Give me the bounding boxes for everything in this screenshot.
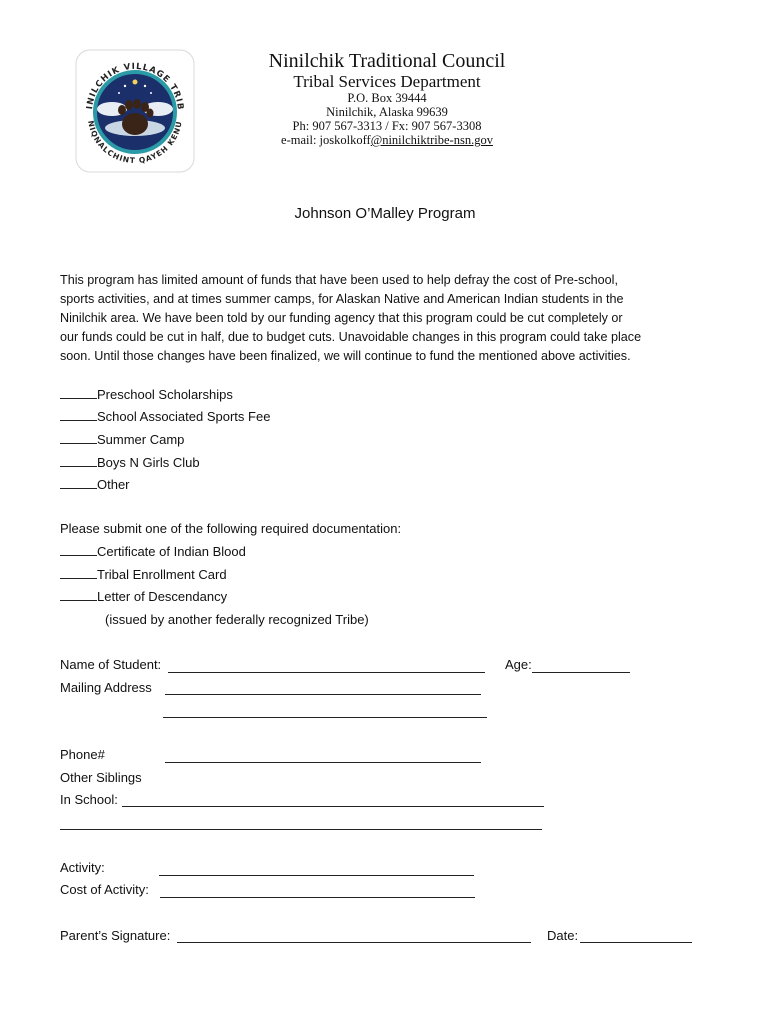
- signature-field[interactable]: [177, 942, 531, 943]
- activity-option-preschool: Preschool Scholarships: [60, 387, 233, 402]
- check-blank[interactable]: [60, 419, 97, 421]
- intro-line: soon. Until those changes have been finalized, we will continue to fund the mentioned above activities.: [60, 349, 631, 363]
- mailing-address-label: Mailing Address: [60, 680, 152, 695]
- svg-text:NIQNALCHINT QAYEH KENU: NIQNALCHINT QAYEH KENU: [86, 119, 184, 166]
- activity-option-sports: School Associated Sports Fee: [60, 409, 270, 424]
- email-prefix: e-mail: joskolkoff: [281, 133, 371, 147]
- cost-field[interactable]: [160, 897, 475, 898]
- check-blank[interactable]: [60, 465, 97, 467]
- department-title: Tribal Services Department: [293, 72, 481, 91]
- documentation-note: (issued by another federally recognized Tribe): [105, 612, 369, 627]
- activity-option-summer-camp: Summer Camp: [60, 432, 184, 447]
- check-blank[interactable]: [60, 397, 97, 399]
- city-line: Ninilchik, Alaska 99639: [326, 105, 448, 119]
- phone-fax: Ph: 907 567-3313 / Fx: 907 567-3308: [292, 119, 482, 133]
- check-blank[interactable]: [60, 442, 97, 444]
- student-name-field[interactable]: [168, 672, 485, 673]
- mailing-address-field-2[interactable]: [163, 717, 487, 718]
- intro-line: our funds could be cut in half, due to budget cuts. Unavoidable changes in this program could take place: [60, 330, 642, 344]
- documentation-prompt: Please submit one of the following required documentation:: [60, 521, 402, 536]
- check-blank[interactable]: [60, 487, 97, 489]
- signature-label: Parent’s Signature:: [60, 928, 171, 943]
- age-label: Age:: [505, 657, 532, 672]
- email-line: [200, 133, 574, 147]
- student-name-label: Name of Student:: [60, 657, 162, 672]
- intro-paragraph: [60, 271, 710, 366]
- phone-label: Phone#: [60, 747, 105, 762]
- check-blank[interactable]: [60, 577, 97, 579]
- mailing-address-field[interactable]: [165, 694, 481, 695]
- in-school-field[interactable]: [122, 806, 544, 807]
- check-blank[interactable]: [60, 554, 97, 556]
- activity-field[interactable]: [159, 875, 474, 876]
- date-field[interactable]: [580, 942, 692, 943]
- tribe-logo: [70, 46, 200, 176]
- in-school-field-2[interactable]: [60, 829, 542, 830]
- activity-option-other: Other: [60, 477, 130, 492]
- po-box: P.O. Box 39444: [347, 91, 427, 105]
- other-siblings-label: Other Siblings: [60, 770, 142, 785]
- phone-field[interactable]: [165, 762, 481, 763]
- cost-label: Cost of Activity:: [60, 882, 149, 897]
- email-link[interactable]: @ninilchiktribe-nsn.gov: [370, 133, 493, 147]
- doc-option-cib: Certificate of Indian Blood: [60, 544, 246, 559]
- intro-line: Ninilchik area. We have been told by our funding agency that this program could be cut completely or: [60, 311, 623, 325]
- age-field[interactable]: [532, 672, 630, 673]
- intro-line: sports activities, and at times summer camps, for Alaskan Native and American Indian students in the: [60, 292, 624, 306]
- activity-option-boys-girls-club: Boys N Girls Club: [60, 455, 200, 470]
- date-label: Date:: [547, 928, 579, 943]
- program-title: Johnson O’Malley Program: [294, 205, 476, 222]
- activity-label: Activity:: [60, 860, 105, 875]
- in-school-label: In School:: [60, 792, 118, 807]
- org-title: Ninilchik Traditional Council: [268, 50, 506, 72]
- doc-option-enrollment: Tribal Enrollment Card: [60, 567, 227, 582]
- svg-text:NINILCHIK VILLAGE TRIBE: INILCHIK VILLAGE TRIB: [85, 61, 186, 112]
- intro-line: This program has limited amount of funds that have been used to help defray the cost of Pre-school,: [60, 273, 618, 287]
- check-blank[interactable]: [60, 599, 97, 601]
- doc-option-descendancy: Letter of Descendancy: [60, 589, 227, 604]
